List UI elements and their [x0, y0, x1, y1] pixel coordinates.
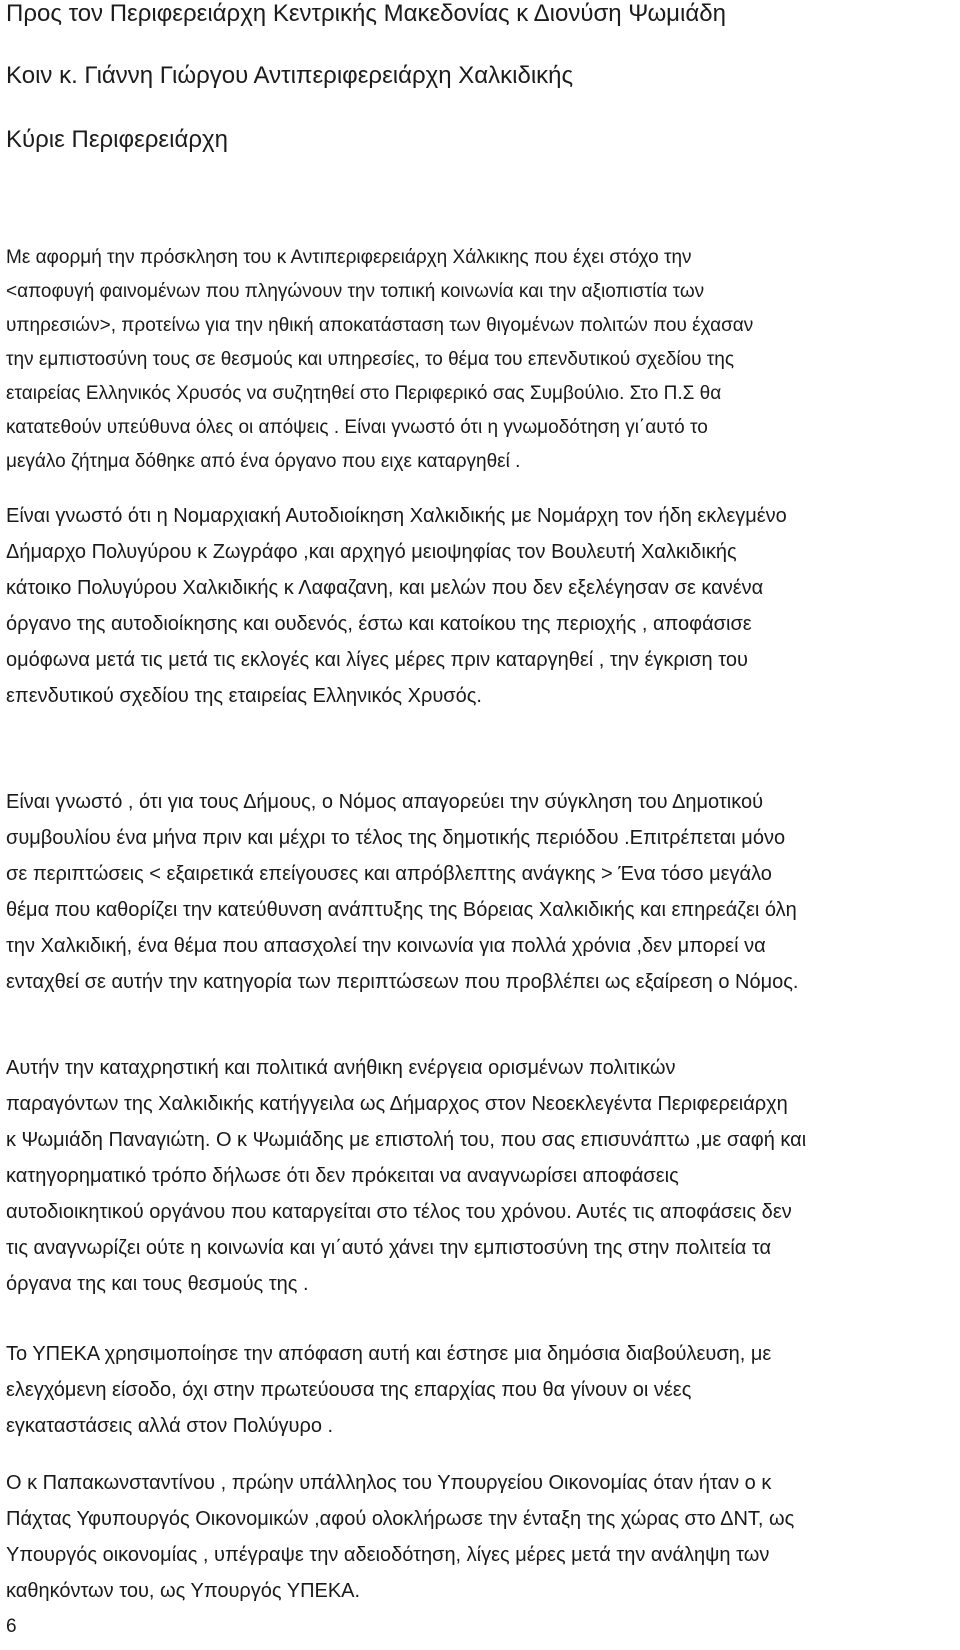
text-line: αυτοδιοικητικού οργάνου που καταργείται στο τέλος του χρόνου. Αυτές τις αποφάσεις δεν — [6, 1201, 792, 1223]
text-line: θέμα που καθορίζει την κατεύθυνση ανάπτυξης της Βόρειας Χαλκιδικής και επηρεάζει όλη — [6, 899, 797, 921]
text-line: Δήμαρχο Πολυγύρου κ Ζωγράφο ,και αρχηγό μειοψηφίας τον Βουλευτή Χαλκιδικής — [6, 541, 737, 563]
paragraph-3 — [6, 784, 954, 1000]
text-line: Το ΥΠΕΚΑ χρησιμοποίησε την απόφαση αυτή και έστησε μια δημόσια διαβούλευση, με — [6, 1343, 772, 1365]
text-line: Με αφορμή την πρόσκληση του κ Αντιπεριφερειάρχη Χάλκικης που έχει στόχο την — [6, 247, 692, 268]
text-line: τις αναγνωρίζει ούτε η κοινωνία και γι΄αυτό χάνει την εμπιστοσύνη της στην πολιτεία τα — [6, 1237, 772, 1259]
text-line: μεγάλο ζήτημα δόθηκε από ένα όργανο που ειχε καταργηθεί . — [6, 451, 521, 472]
text-line: υπηρεσιών>, προτείνω για την ηθική αποκατάσταση των θιγομένων πολιτών που έχασαν — [6, 315, 754, 336]
paragraph-5 — [6, 1336, 954, 1444]
text-line: όργανα της και τους θεσμούς της . — [6, 1273, 309, 1295]
text-line: ομόφωνα μετά τις μετά τις εκλογές και λίγες μέρες πριν καταργηθεί , την έγκριση του — [6, 649, 748, 671]
salutation: Κύριε Περιφερειάρχη — [6, 126, 228, 153]
text-line: κάτοικο Πολυγύρου Χαλκιδικής κ Λαφαζανη, και μελών που δεν εξελέγησαν σε κανένα — [6, 577, 764, 599]
text-line: κατατεθούν υπεύθυνα όλες οι απόψεις . Είναι γνωστό ότι η γνωμοδότηση γι΄αυτό το — [6, 417, 708, 438]
text-line: εταιρείας Ελληνικός Χρυσός να συζητηθεί στο Περιφερικό σας Συμβούλιο. Στο Π.Σ θα — [6, 383, 722, 404]
text-line: κ Ψωμιάδη Παναγιώτη. Ο κ Ψωμιάδης με επιστολή του, που σας επισυνάπτω ,με σαφή και — [6, 1129, 807, 1151]
text-line: παραγόντων της Χαλκιδικής κατήγγειλα ως Δήμαρχος στον Νεοεκλεγέντα Περιφερειάρχη — [6, 1093, 788, 1115]
text-line: κατηγορηματικό τρόπο δήλωσε ότι δεν πρόκειται να αναγνωρίσει αποφάσεις — [6, 1165, 679, 1187]
text-line: Αυτήν την καταχρηστική και πολιτικά ανήθικη ενέργεια ορισμένων πολιτικών — [6, 1057, 676, 1079]
paragraph-6 — [6, 1465, 954, 1609]
text-line: σε περιπτώσεις < εξαιρετικά επείγουσες και απρόβλεπτης ανάγκης > Ένα τόσο μεγάλο — [6, 863, 772, 885]
paragraph-1 — [6, 241, 954, 479]
text-line: την Χαλκιδική, ένα θέμα που απασχολεί την κοινωνία για πολλά χρόνια ,δεν μπορεί να — [6, 935, 766, 957]
text-line: Υπουργός οικονομίας , υπέγραψε την αδειοδότηση, λίγες μέρες μετά την ανάληψη των — [6, 1544, 770, 1566]
cc-line: Κοιν κ. Γιάννη Γιώργου Αντιπεριφερειάρχη Χαλκιδικής — [6, 62, 574, 89]
paragraph-4 — [6, 1050, 954, 1302]
text-line: Πάχτας Υφυπουργός Οικονομικών ,αφού ολοκλήρωσε την ένταξη της χώρας στο ΔΝΤ, ως — [6, 1508, 795, 1530]
paragraph-2 — [6, 498, 954, 714]
text-line: Είναι γνωστό ότι η Νομαρχιακή Αυτοδιοίκηση Χαλκιδικής με Νομάρχη τον ήδη εκλεγμένο — [6, 505, 787, 527]
text-line: ελεγχόμενη είσοδο, όχι στην πρωτεύουσα της επαρχίας που θα γίνουν οι νέες — [6, 1379, 692, 1401]
page-number: 6 — [6, 1616, 17, 1637]
recipient-line: Προς τον Περιφερειάρχη Κεντρικής Μακεδονίας κ Διονύση Ψωμιάδη — [6, 0, 726, 27]
text-line: όργανο της αυτοδιοίκησης και ουδενός, έστω και κατοίκου της περιοχής , αποφάσισε — [6, 613, 752, 635]
text-line: την εμπιστοσύνη τους σε θεσμούς και υπηρεσίες, το θέμα του επενδυτικού σχεδίου της — [6, 349, 735, 370]
text-line: καθηκόντων του, ως Υπουργός ΥΠΕΚΑ. — [6, 1580, 361, 1602]
text-line: συμβουλίου ένα μήνα πριν και μέχρι το τέλος της δημοτικής περιόδου .Επιτρέπεται μόνο — [6, 827, 786, 849]
text-line: Ο κ Παπακωνσταντίνου , πρώην υπάλληλος του Υπουργείου Οικονομίας όταν ήταν ο κ — [6, 1472, 772, 1494]
text-line: Είναι γνωστό , ότι για τους Δήμους, ο Νόμος απαγορεύει την σύγκληση του Δημοτικού — [6, 791, 764, 813]
text-line: εγκαταστάσεις αλλά στον Πολύγυρο . — [6, 1415, 334, 1437]
text-line: ενταχθεί σε αυτήν την κατηγορία των περιπτώσεων που προβλέπει ως εξαίρεση ο Νόμος. — [6, 971, 799, 993]
text-line: επενδυτικού σχεδίου της εταιρείας Ελληνικός Χρυσός. — [6, 685, 482, 707]
text-line: <αποφυγή φαινομένων που πληγώνουν την τοπική κοινωνία και την αξιοπιστία των — [6, 281, 705, 302]
